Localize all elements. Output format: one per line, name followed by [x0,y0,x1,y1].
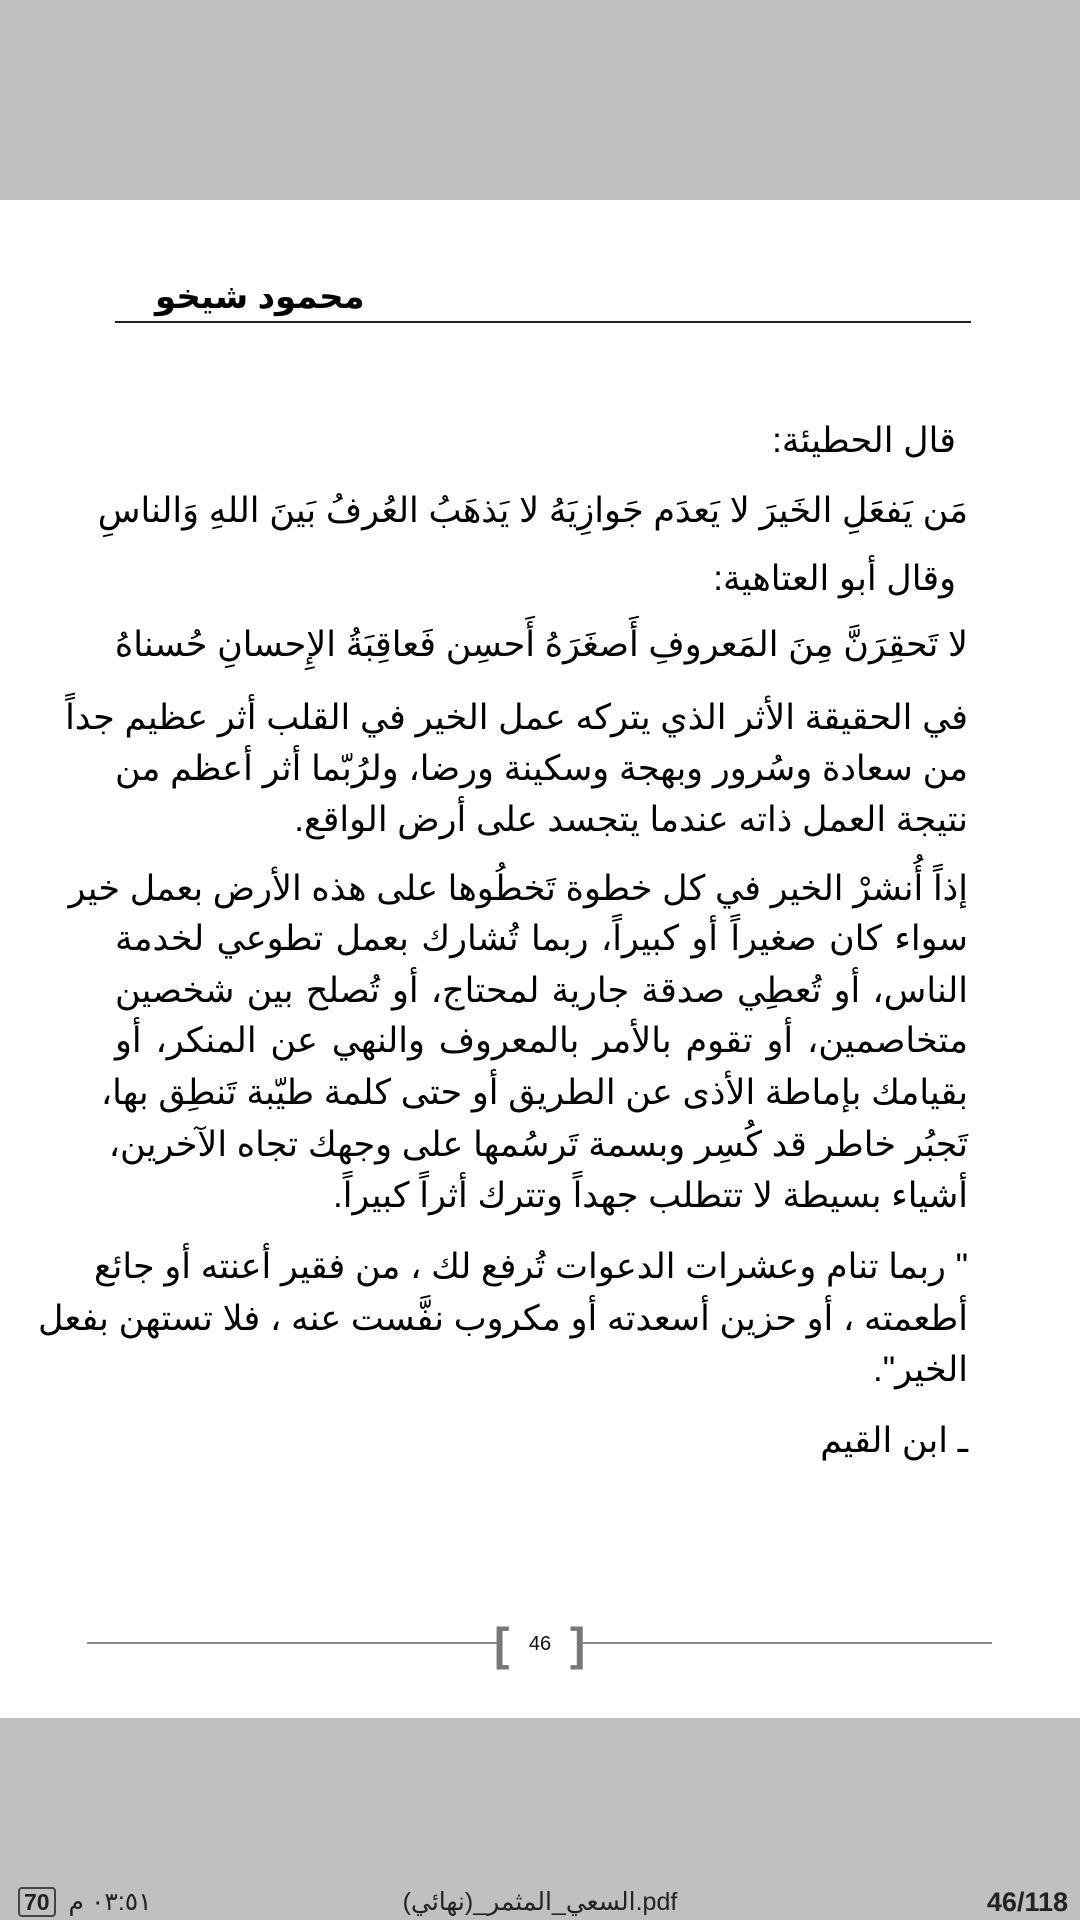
text-line: بقيامك بإماطة الأذى عن الطريق أو حتى كلمة طيّبة تَنطِق بها، [100,1073,968,1112]
right-bracket-icon: ] [570,1618,586,1670]
text-line: تَجبُر خاطر قد كُسِر وبسمة تَرسُمها على وجهك تجاه الآخرين، [108,1125,968,1164]
text-line: الناس، أو تُعطِي صدقة جارية لمحتاج، أو تُصلح بين شخصين [115,971,968,1010]
left-bracket-icon: [ [494,1618,510,1670]
status-left [18,1884,152,1920]
text-line: متخاصمين، أو تقوم بالأمر بالمعروف والنهي عن المنكر، أو [115,1021,968,1060]
text-line: وقال أبو العتاهية: [713,559,956,598]
text-line: سواء كان صغيراً أو كبيراً، ربما تُشارك بعمل تطوعي لخدمة [115,919,968,958]
footer-rule-left [87,1642,497,1644]
quote-line: أطعمته ، أو حزين أسعدته أو مكروب نفَّست عنه ، فلا تستهن بفعل [38,1299,968,1338]
clock: ٠٣:٥١ م [68,1888,152,1916]
quote-attribution: ـ ابن القيم [820,1421,968,1460]
footer-rule-right [583,1642,992,1644]
verse-line: مَن يَفعَلِ الخَيرَ لا يَعدَم جَوازِيَهُ لا يَذهَبُ العُرفُ بَينَ اللهِ وَالناسِ [97,491,968,530]
text-line: في الحقيقة الأثر الذي يتركه عمل الخير في القلب أثر عظيم جداً [65,698,968,737]
file-name: السعي_المثمر_(نهائي).pdf [402,1888,678,1916]
text-line: أشياء بسيطة لا تتطلب جهداً وتترك أثراً كبيراً. [332,1176,968,1215]
page-number: 46 [528,1633,552,1655]
author-name: محمود شيخو [155,278,365,316]
verse-line: لا تَحقِرَنَّ مِنَ المَعروفِ أَصغَرَهُ أَحسِن فَعاقِبَةُ الإِحسانِ حُسناهُ [114,625,968,664]
text-line: إذاً أُنشرْ الخير في كل خطوة تَخطُوها على هذه الأرض بعمل خير [68,869,968,908]
quote-line: " ربما تنام وعشرات الدعوات تُرفع لك ، من فقير أعنته أو جائع [93,1247,968,1286]
text-line: نتيجة العمل ذاته عندما يتجسد على أرض الواقع. [294,800,968,839]
text-line: من سعادة وسُرور وبهجة وسكينة ورضا، ولرُبّما أثر أعظم من [115,749,968,788]
quote-line: الخير". [872,1350,968,1389]
header-divider [115,321,971,323]
page-progress: 46/118 [986,1887,1068,1917]
text-line: قال الحطيئة: [772,421,956,460]
battery-level: 70 [18,1887,56,1917]
